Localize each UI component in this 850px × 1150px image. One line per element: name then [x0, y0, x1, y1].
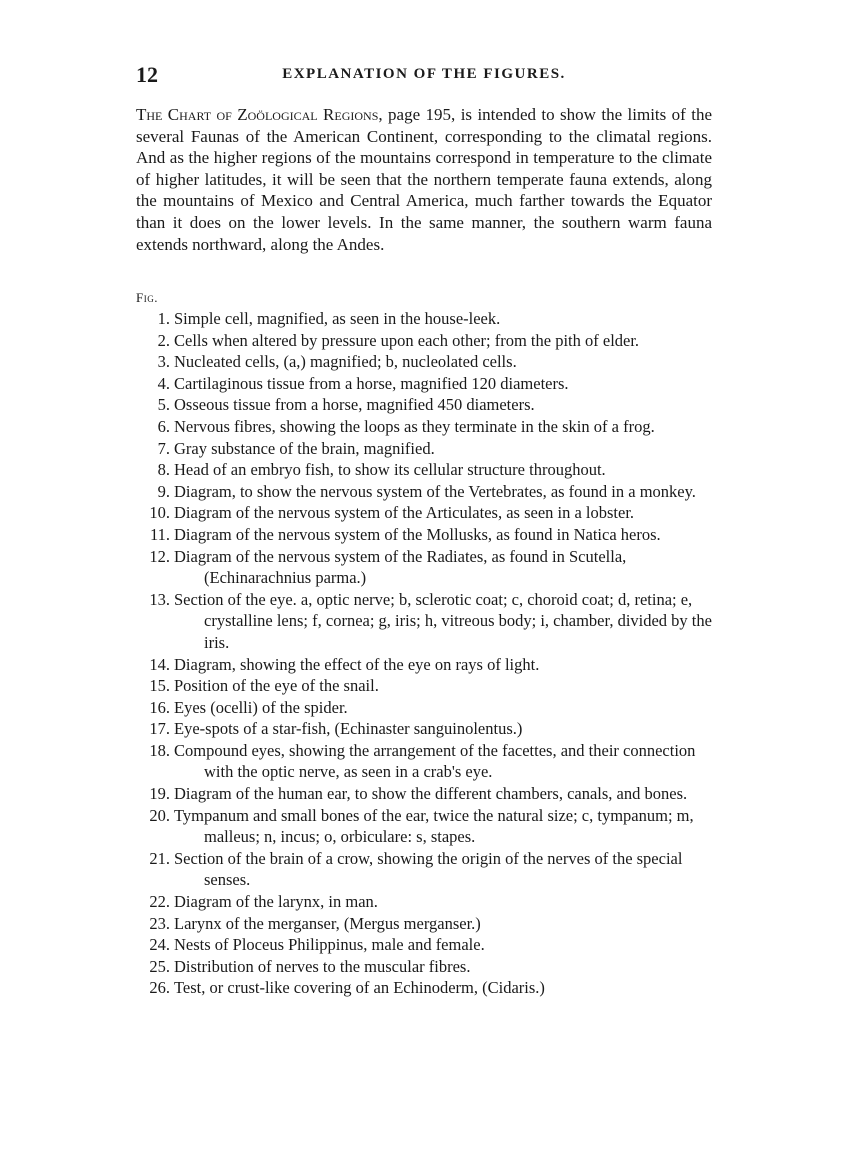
figure-number: 9.: [157, 481, 170, 501]
figure-number: 2.: [157, 330, 170, 350]
figure-list: [136, 308, 716, 999]
figure-number: 13.: [149, 589, 170, 609]
figure-number: 12.: [149, 546, 170, 566]
intro-lead: The Chart of Zoölogical Regions: [136, 105, 379, 124]
figure-item: [136, 913, 716, 935]
figure-item: [136, 805, 716, 848]
figure-number: 6.: [157, 416, 170, 436]
running-head: EXPLANATION OF THE FIGURES.: [282, 66, 566, 82]
figure-caption: Diagram of the human ear, to show the different chambers, canals, and bones.: [174, 784, 688, 804]
figure-item: [136, 308, 716, 330]
figure-item: [136, 891, 716, 913]
figure-number: 25.: [149, 956, 170, 976]
figure-caption: Diagram, to show the nervous system of the Vertebrates, as found in a monkey.: [174, 481, 696, 501]
figure-caption: Cartilaginous tissue from a horse, magnified 120 diameters.: [174, 373, 569, 393]
figure-caption: Diagram, showing the effect of the eye on rays of light.: [174, 654, 540, 674]
figure-caption: Diagram of the nervous system of the Radiates, as found in Scutella, (Echinarachnius parma.): [174, 546, 627, 588]
figure-number: 22.: [149, 892, 170, 912]
figure-number: 26.: [149, 978, 170, 998]
figure-item: [136, 848, 716, 891]
figure-number: 19.: [149, 784, 170, 804]
figure-item: [136, 502, 716, 524]
figure-caption: Cells when altered by pressure upon each other; from the pith of elder.: [174, 330, 640, 350]
figure-item: [136, 394, 716, 416]
figure-item: [136, 330, 716, 352]
intro-text: , page 195, is intended to show the limits of the several Faunas of the American Continent, corresponding to the climatal regions. And as the higher regions of the mountains correspond in temperature to the climate of higher latitudes, it will be seen that the northern temperate fauna extends, along the mountains of Mexico and Central America, much farther towards the Equator than it does on the lower levels. In the same manner, the southern warm fauna extends northward, along the Andes.: [136, 105, 713, 254]
figure-number: 4.: [157, 373, 170, 393]
figure-caption: Larynx of the merganser, (Mergus merganser.): [174, 913, 481, 933]
figure-caption: Position of the eye of the snail.: [174, 676, 379, 696]
figure-number: 1.: [157, 309, 170, 328]
figure-number: 8.: [157, 460, 170, 480]
figure-number: 14.: [149, 654, 170, 674]
figure-number: 11.: [149, 524, 170, 544]
figure-number: 18.: [149, 740, 170, 760]
figure-item: [136, 524, 716, 546]
figure-item: [136, 783, 716, 805]
figure-item: [136, 697, 716, 719]
figure-caption: Tympanum and small bones of the ear, twice the natural size; c, tympanum; m, malleus; n, incus; o, orbiculare: s, stapes.: [174, 805, 694, 847]
figure-item: [136, 956, 716, 978]
figure-caption: Diagram of the larynx, in man.: [174, 892, 378, 912]
figure-number: 10.: [149, 503, 170, 523]
figure-number: 16.: [149, 697, 170, 717]
page-number: 12: [136, 62, 158, 87]
figure-item: [136, 654, 716, 676]
figure-caption: Section of the brain of a crow, showing the origin of the nerves of the special senses.: [174, 848, 683, 890]
figure-number: 24.: [149, 935, 170, 955]
figure-item: [136, 740, 716, 783]
figure-caption: Nucleated cells, (a,) magnified; b, nucleolated cells.: [174, 352, 517, 372]
figure-caption: Eyes (ocelli) of the spider.: [174, 697, 348, 717]
figure-item: [136, 589, 716, 654]
figure-caption: Test, or crust-like covering of an Echinoderm, (Cidaris.): [174, 978, 545, 998]
page-header: [136, 62, 712, 88]
figure-number: 3.: [157, 352, 170, 372]
figure-item: [136, 438, 716, 460]
figure-number: 5.: [157, 395, 170, 415]
figure-caption: Section of the eye. a, optic nerve; b, sclerotic coat; c, choroid coat; d, retina; e, crystalline lens; f, cornea; g, iris; h, vitreous body; i, chamber, divided by the iris.: [174, 589, 712, 652]
figure-item: [136, 416, 716, 438]
figure-number: 23.: [149, 913, 170, 933]
figure-number: 20.: [149, 805, 170, 825]
figure-item: [136, 481, 716, 503]
figure-caption: Diagram of the nervous system of the Articulates, as seen in a lobster.: [174, 503, 635, 523]
figure-caption: Simple cell, magnified, as seen in the house-leek.: [174, 309, 501, 328]
figure-caption: Head of an embryo fish, to show its cellular structure throughout.: [174, 460, 606, 480]
intro-paragraph: [136, 104, 712, 255]
figure-number: 7.: [157, 438, 170, 458]
figure-caption: Osseous tissue from a horse, magnified 450 diameters.: [174, 395, 535, 415]
figure-caption: Compound eyes, showing the arrangement of the facettes, and their connection with the optic nerve, as seen in a crab's eye.: [174, 740, 696, 782]
figure-item: [136, 351, 716, 373]
figure-item: [136, 675, 716, 697]
figure-item: [136, 934, 716, 956]
figure-item: [136, 373, 716, 395]
figure-caption: Eye-spots of a star-fish, (Echinaster sanguinolentus.): [174, 719, 523, 739]
figure-item: [136, 459, 716, 481]
figure-item: [136, 977, 716, 999]
figure-number: 17.: [149, 719, 170, 739]
figure-caption: Nervous fibres, showing the loops as they terminate in the skin of a frog.: [174, 416, 655, 436]
figure-caption: Nests of Ploceus Philippinus, male and female.: [174, 935, 485, 955]
figure-number: 21.: [149, 848, 170, 868]
figure-number: 15.: [149, 676, 170, 696]
figure-caption: Diagram of the nervous system of the Mollusks, as found in Natica heros.: [174, 524, 661, 544]
figure-caption: Gray substance of the brain, magnified.: [174, 438, 435, 458]
figure-caption: Distribution of nerves to the muscular fibres.: [174, 956, 471, 976]
figure-item: [136, 546, 716, 589]
fig-label: Fig.: [136, 290, 158, 305]
figure-item: [136, 718, 716, 740]
